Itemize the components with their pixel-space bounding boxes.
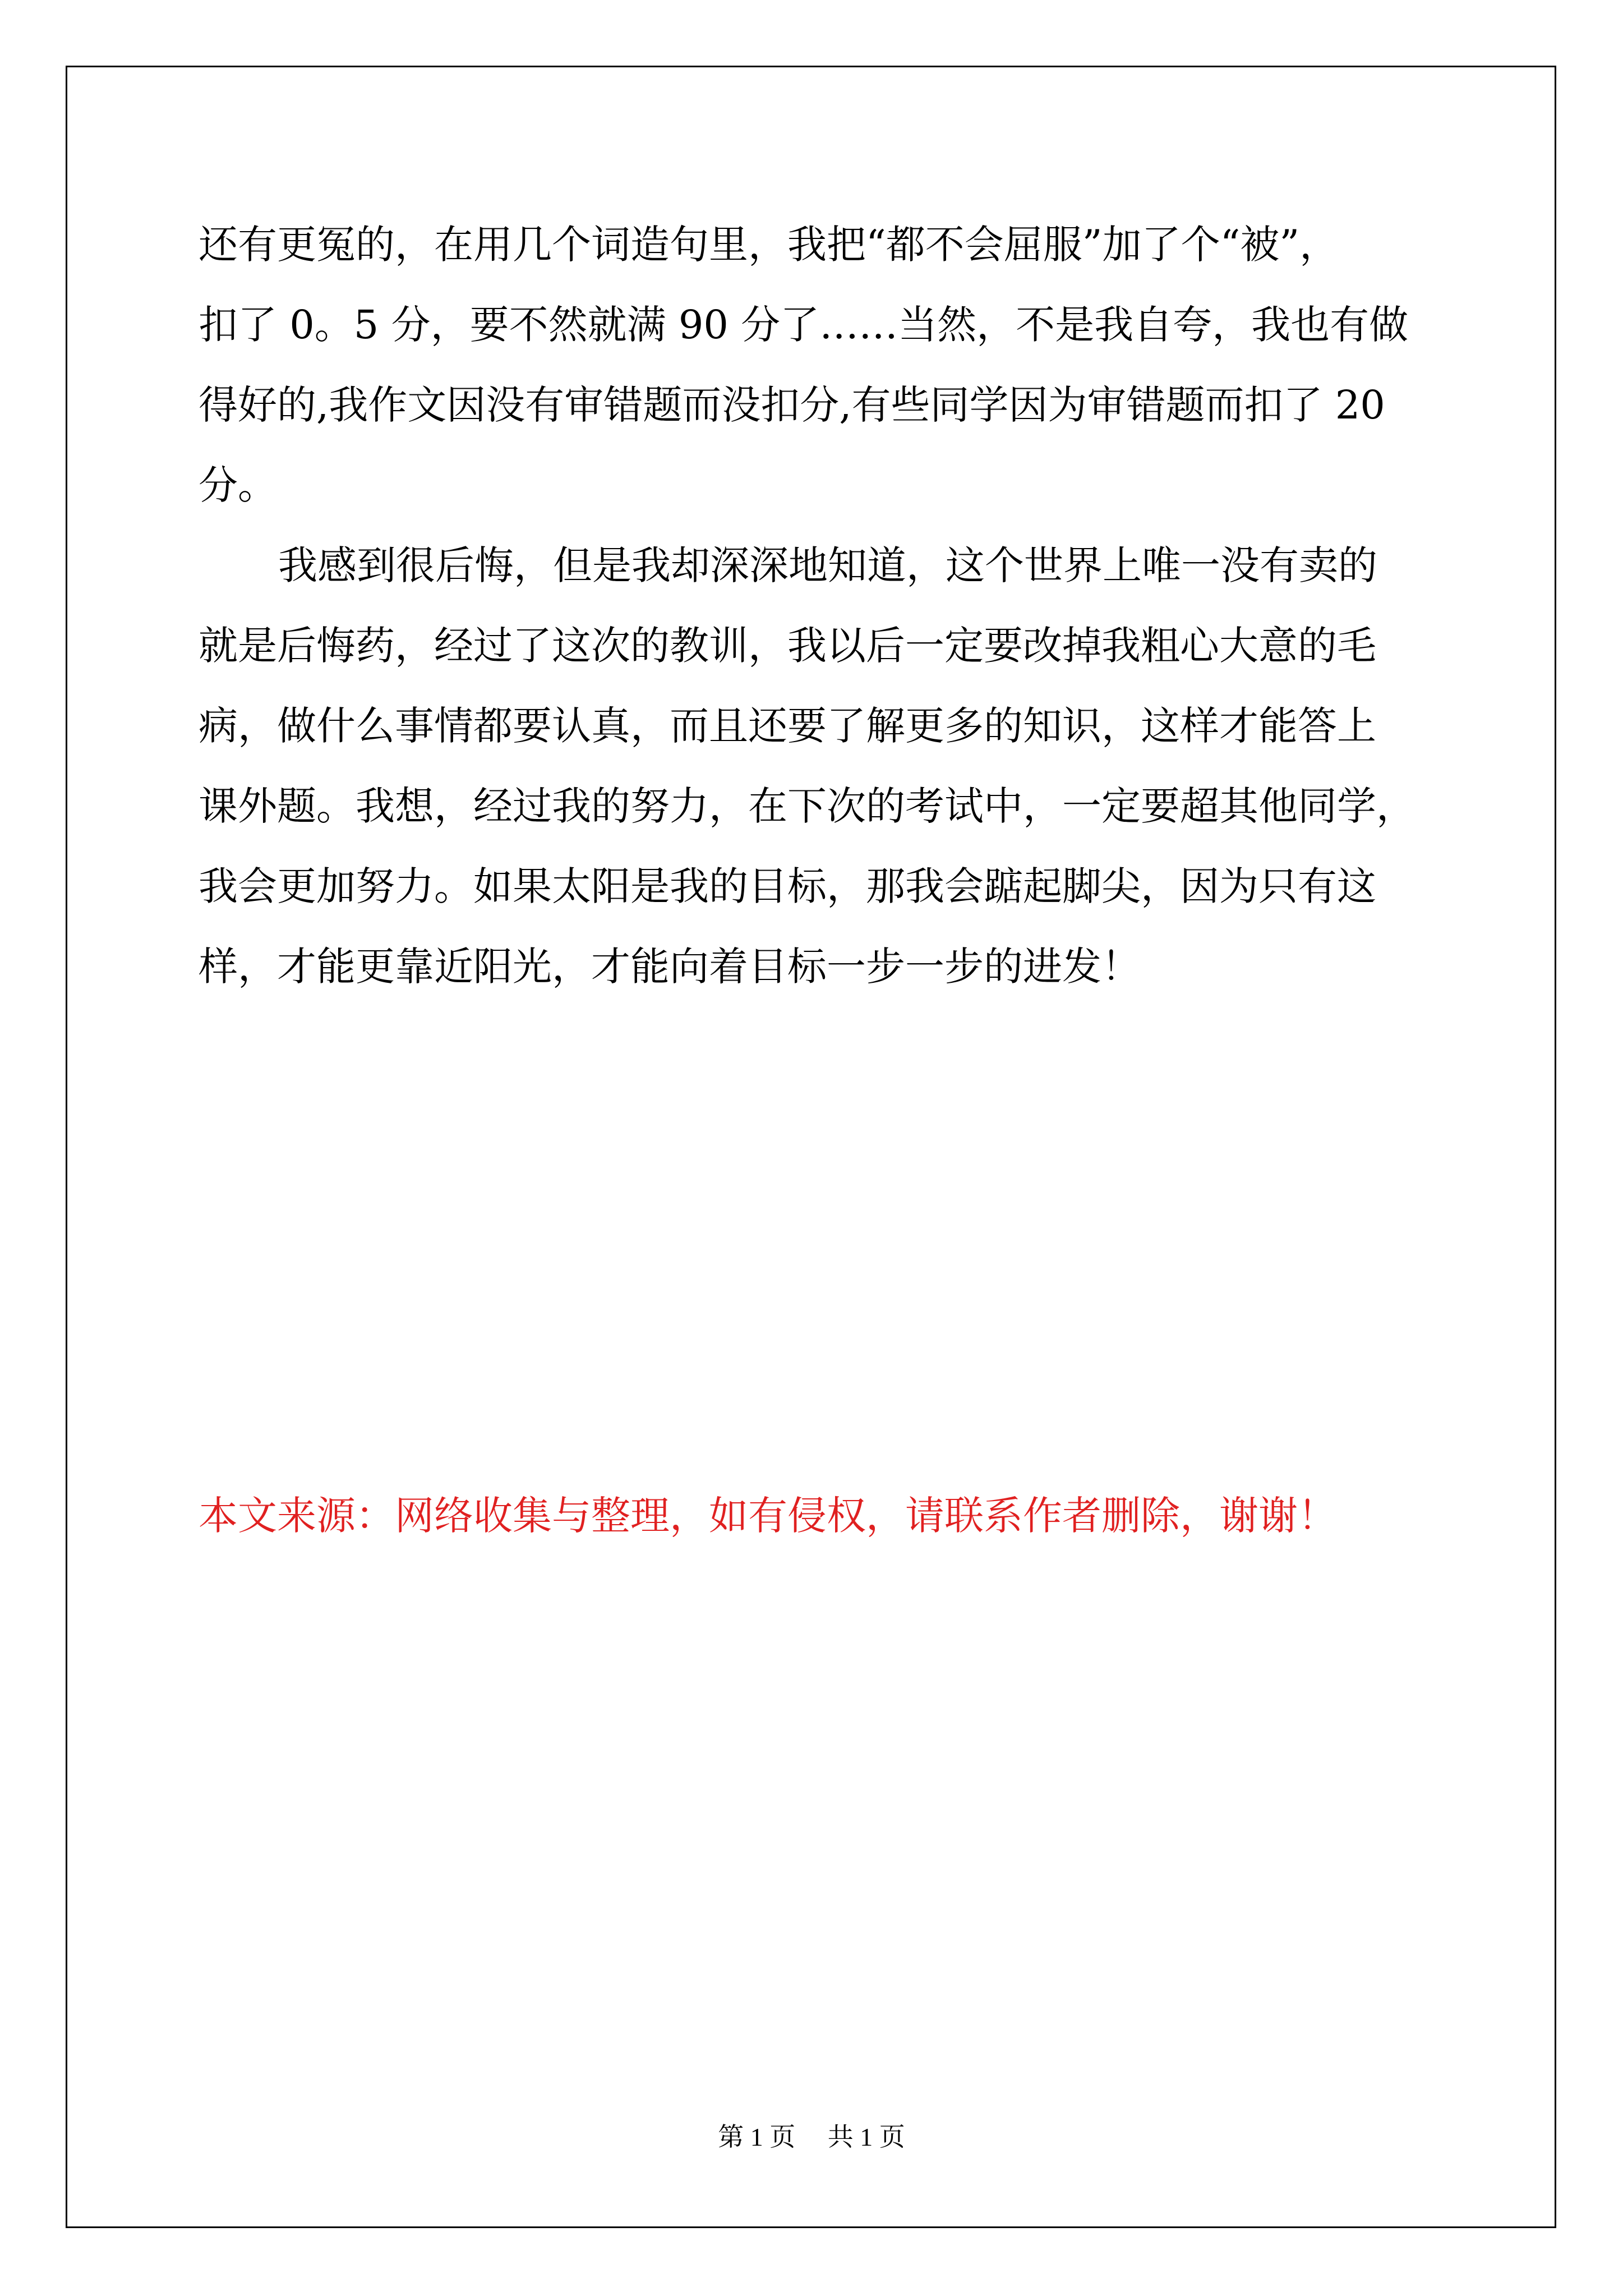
paragraph-line: 病，做什么事情都要认真，而且还要了解更多的知识，这样才能答上 [199, 703, 1376, 749]
paragraph-line: 扣了 0。5 分，要不然就满 90 分了……当然，不是我自夸，我也有做 [199, 302, 1409, 348]
source-note: 本文来源：网络收集与整理，如有侵权，请联系作者删除，谢谢！ [199, 1493, 1337, 1539]
paragraph-1 [199, 205, 1444, 526]
document-body [199, 205, 1444, 1007]
paragraph-line: 分。 [199, 462, 277, 508]
paragraph-line: 样，才能更靠近阳光，才能向着目标一步一步的进发！ [199, 944, 1141, 990]
paragraph-line: 还有更冤的，在用几个词造句里，我把“都不会屈服”加了个“被”， [199, 222, 1339, 268]
paragraph-line: 我感到很后悔，但是我却深深地知道，这个世界上唯一没有卖的 [278, 542, 1377, 588]
paragraph-line: 我会更加努力。如果太阳是我的目标，那我会踮起脚尖，因为只有这 [199, 863, 1376, 909]
page-total: 共 1 页 [827, 2123, 905, 2151]
paragraph-line: 得好的,我作文因没有审错题而没扣分,有些同学因为审错题而扣了 20 [199, 382, 1385, 428]
paragraph-line: 就是后悔药，经过了这次的教训，我以后一定要改掉我粗心大意的毛 [199, 623, 1376, 669]
page-footer [0, 2120, 1623, 2154]
paragraph-2 [199, 526, 1444, 1007]
page-number: 第 1 页 [718, 2123, 796, 2151]
paragraph-line: 课外题。我想，经过我的努力，在下次的考试中，一定要超其他同学， [199, 783, 1415, 829]
